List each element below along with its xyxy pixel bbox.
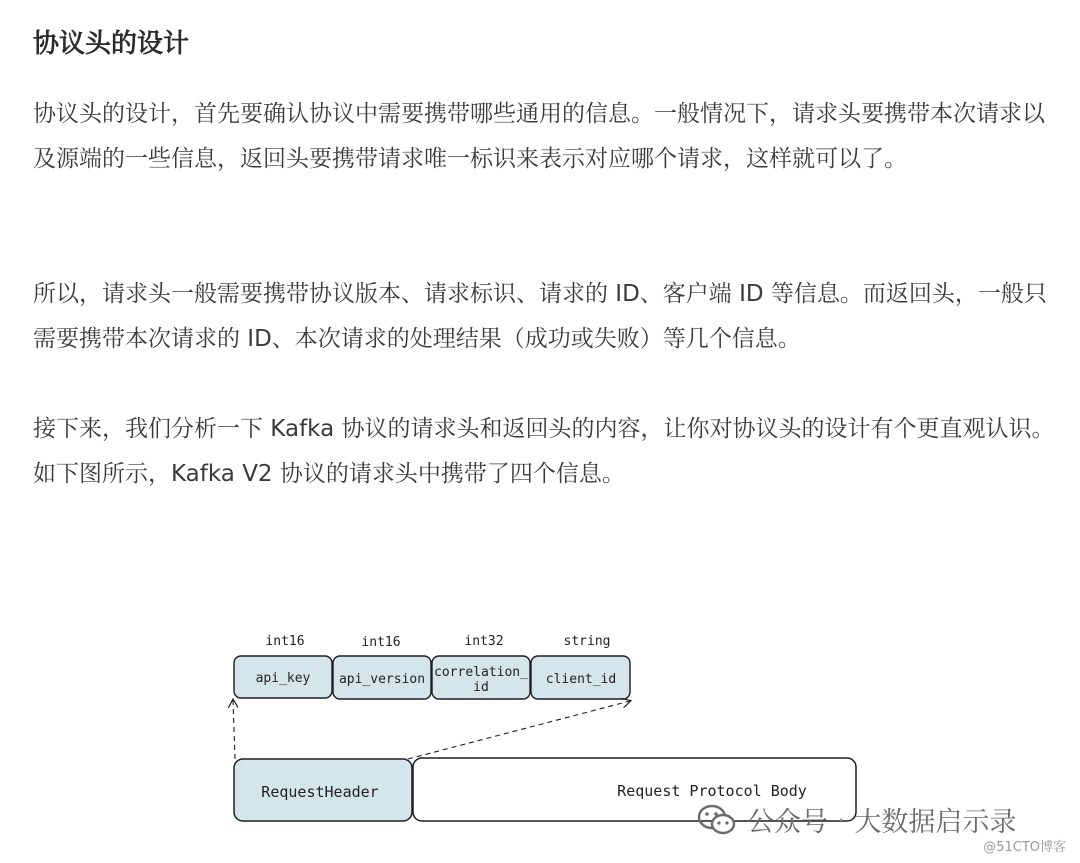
dashed-arrow-to-api-key: [233, 700, 235, 759]
field-name-label: api_version: [338, 672, 426, 687]
request-header-label: RequestHeader: [261, 783, 379, 801]
watermark-separator: ·: [838, 807, 845, 832]
watermark-account-name: 大数据启示录: [854, 807, 1017, 838]
wechat-icon: [697, 803, 737, 837]
field-type-label: int32: [464, 634, 504, 649]
field-type-label: string: [563, 634, 611, 649]
field-type-label: int16: [361, 635, 401, 650]
paragraph-request-header-fields: 所以，请求头一般需要携带协议版本、请求标识、请求的 ID、客户端 ID 等信息。而返回头，一般只需要携带本次请求的 ID、本次请求的处理结果（成功或失败）等几个信息。: [33, 281, 1047, 352]
wechat-watermark: [697, 800, 1016, 839]
site-watermark: @51CTO博客: [983, 840, 1066, 855]
field-name-label: id: [473, 680, 489, 695]
field-name-label: api_key: [255, 671, 311, 686]
paragraph-header-design: 协议头的设计，首先要确认协议中需要携带哪些通用的信息。一般情况下，请求头要携带本次请求以及源端的一些信息，返回头要携带请求唯一标识来表示对应哪个请求，这样就可以了。: [33, 101, 1045, 172]
field-name-label: client_id: [545, 672, 617, 687]
dashed-arrow-to-client-id: [408, 701, 630, 759]
watermark-account-type: 公众号: [747, 807, 828, 838]
field-type-label: int16: [265, 634, 305, 649]
paragraph-kafka-intro: 接下来，我们分析一下 Kafka 协议的请求头和返回头的内容，让你对协议头的设计有个更直观认识。如下图所示，Kafka V2 协议的请求头中携带了四个信息。: [33, 416, 1055, 487]
section-heading: 协议头的设计: [33, 29, 190, 59]
field-name-label: correlation_: [434, 665, 528, 680]
request-body-label: Request Protocol Body: [617, 782, 807, 800]
